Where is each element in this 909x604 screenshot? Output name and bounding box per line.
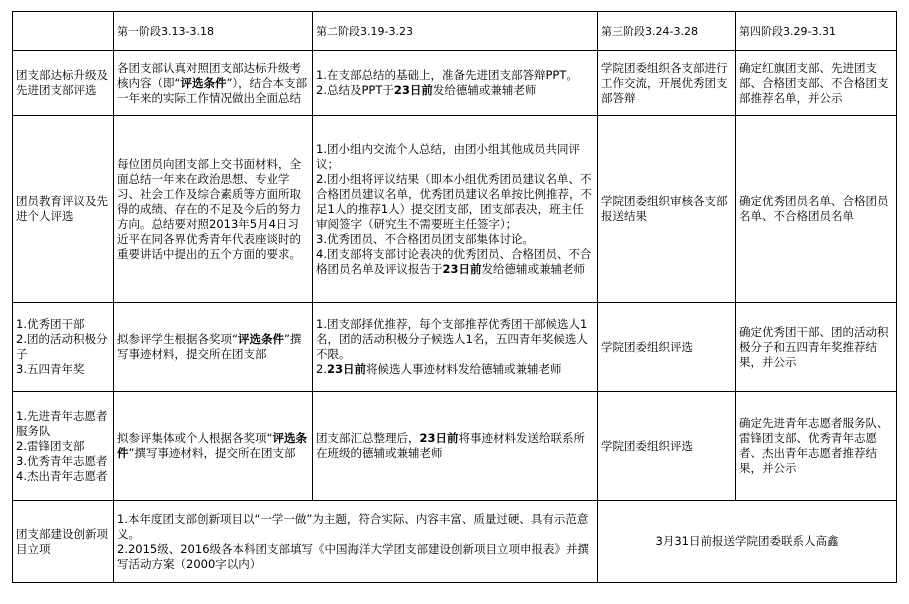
stage-1-cell: 每位团员向团支部上交书面材料，全面总结一年来在政治思想、专业学习、社会工作及综合素质等方面所取得的成绩、存在的不足及今后的努力方向。总结要对照2013年5月4日习近平在同各界优秀青年代表座谈时的重要讲话中提出的五个方面的要求。: [114, 116, 313, 303]
stage-3-cell: 学院团委组织评选: [598, 303, 736, 392]
table-row: [13, 392, 897, 501]
row-item: 团支部建设创新项目立项: [13, 501, 114, 583]
header-row: [13, 12, 897, 51]
header-stage-2: 第二阶段3.19-3.23: [313, 12, 598, 51]
header-stage-1: 第一阶段3.13-3.18: [114, 12, 313, 51]
stage-3-cell: 学院团委组织各支部进行工作交流，开展优秀团支部答辩: [598, 51, 736, 116]
table-row: [13, 303, 897, 392]
table-row: [13, 116, 897, 303]
header-cell-empty: [13, 12, 114, 51]
row-item: 团员教育评议及先进个人评选: [13, 116, 114, 303]
stage-1-2-cell: 1.本年度团支部创新项目以“一学一做”为主题，符合实际、内容丰富、质量过硬、具有示范意义。 2.2015级、2016级各本科团支部填写《中国海洋大学团支部建设创新项目立项申报表》并撰写活动方案（2000字以内）: [114, 501, 598, 583]
stage-2-cell: 1.团支部择优推荐，每个支部推荐优秀团干部候选人1名，团的活动积极分子候选人1名，五四青年奖候选人不限。 2.23日前将候选人事迹材料发给德辅或兼辅老师: [313, 303, 598, 392]
table-row: [13, 501, 897, 583]
stage-4-cell: 确定优秀团干部、团的活动积极分子和五四青年奖推荐结果，并公示: [736, 303, 897, 392]
stage-4-cell: 确定先进青年志愿者服务队、雷锋团支部、优秀青年志愿者、杰出青年志愿者推荐结果，并公示: [736, 392, 897, 501]
stage-1-cell: 拟参评学生根据各奖项“评选条件”撰写事迹材料，提交所在团支部: [114, 303, 313, 392]
stage-4-cell: 确定优秀团员名单、合格团员名单、不合格团员名单: [736, 116, 897, 303]
stage-2-cell: 1.在支部总结的基础上，准备先进团支部答辩PPT。 2.总结及PPT于23日前发给德辅或兼辅老师: [313, 51, 598, 116]
stage-2-cell: 1.团小组内交流个人总结，由团小组其他成员共同评议； 2.团小组将评议结果（即本小组优秀团员建议名单、不合格团员建议名单，优秀团员建议名单按比例推荐，不足1人的推荐1人）提交团支部，团支部表决，班主任审阅签字（研究生不需要班主任签字）； 3.优秀团员、不合格团员团支部集体讨论。 4.团支部将支部讨论表决的优秀团员、合格团员、不合格团员名单及评议报告于23日前发给德辅或兼辅老师: [313, 116, 598, 303]
stage-1-cell: 拟参评集体或个人根据各奖项“评选条件”撰写事迹材料，提交所在团支部: [114, 392, 313, 501]
stage-3-cell: 学院团委组织评选: [598, 392, 736, 501]
header-stage-3: 第三阶段3.24-3.28: [598, 12, 736, 51]
stage-4-cell: 确定红旗团支部、先进团支部、合格团支部、不合格团支部推荐名单，并公示: [736, 51, 897, 116]
row-item: 团支部达标升级及先进团支部评选: [13, 51, 114, 116]
stage-3-cell: 学院团委组织审核各支部报送结果: [598, 116, 736, 303]
header-stage-4: 第四阶段3.29-3.31: [736, 12, 897, 51]
row-item: 1.先进青年志愿者服务队 2.雷锋团支部 3.优秀青年志愿者 4.杰出青年志愿者: [13, 392, 114, 501]
evaluation-schedule-table: [12, 11, 897, 583]
stage-2-cell: 团支部汇总整理后，23日前将事迹材料发送给联系所在班级的德辅或兼辅老师: [313, 392, 598, 501]
row-item: 1.优秀团干部 2.团的活动积极分子 3.五四青年奖: [13, 303, 114, 392]
stage-1-cell: 各团支部认真对照团支部达标升级考核内容（即“评选条件”），结合本支部一年来的实际工作情况做出全面总结: [114, 51, 313, 116]
stage-3-4-cell: 3月31日前报送学院团委联系人高鑫: [598, 501, 897, 583]
table-row: [13, 51, 897, 116]
